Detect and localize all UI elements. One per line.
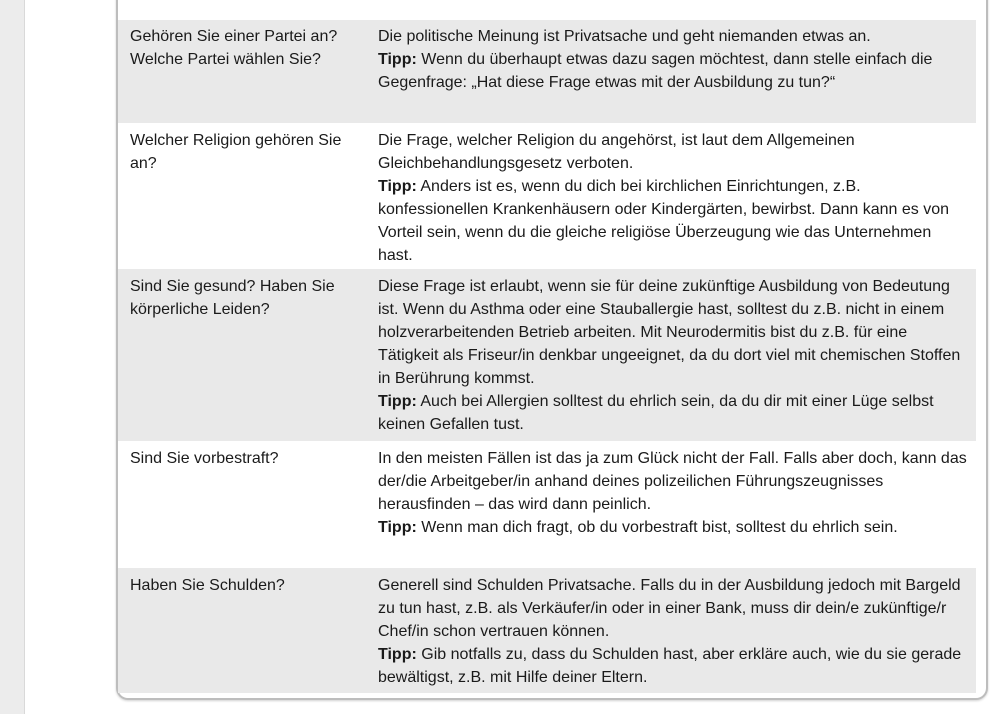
tip-text: Wenn du überhaupt etwas dazu sagen möchtest, dann stelle einfach die Gegenfrage: „Hat diese Frage etwas mit der Ausbildung zu tun?“ [378,51,933,91]
question-cell: Sind Sie vorbestraft? [130,450,279,467]
answer-text: In den meisten Fällen ist das ja zum Glück nicht der Fall. Falls aber doch, kann das der/die Arbeitgeber/in anhand deines polizeilichen Führungszeugnisses herausfinden – das wird dann peinlich. [378,450,967,513]
tip-paragraph [378,516,968,539]
tip-label: Tipp: [378,178,417,195]
table-row [118,568,976,693]
answer-cell [378,129,968,267]
question-cell: Haben Sie Schulden? [130,577,285,594]
question-cell: Sind Sie gesund? Haben Sie körperliche Leiden? [130,278,335,318]
qa-table-box [116,0,988,700]
answer-text: Diese Frage ist erlaubt, wenn sie für deine zukünftige Ausbildung von Bedeutung ist. Wenn du Asthma oder eine Stauballergie hast, solltest du z.B. nicht in einem holzverarbeitenden Betrieb arbeiten. Mit Neurodermitis bist du z.B. für eine Tätigkeit als Friseur/in denkbar ungeeignet, da du dort viel mit chemischen Stoffen in Berührung kommst. [378,278,961,387]
answer-text: Generell sind Schulden Privatsache. Falls du in der Ausbildung jedoch mit Bargeld zu tun hast, z.B. als Verkäufer/in oder in einer Bank, muss dir dein/e zukünftige/r Chef/in schon vertrauen können. [378,577,961,640]
answer-cell [378,25,968,94]
table-row [118,441,976,568]
tip-text: Gib notfalls zu, dass du Schulden hast, aber erkläre auch, wie du sie gerade bewältigst, z.B. mit Hilfe deiner Eltern. [378,646,962,686]
document-page [24,0,1000,714]
tip-paragraph [378,390,968,436]
tip-label: Tipp: [378,51,417,68]
answer-text: Die politische Meinung ist Privatsache und geht niemanden etwas an. [378,28,871,45]
table-row [118,269,976,441]
tip-text: Wenn man dich fragt, ob du vorbestraft bist, solltest du ehrlich sein. [421,519,898,536]
answer-cell [378,275,968,436]
tip-paragraph [378,643,968,689]
question-cell: Gehören Sie einer Partei an? Welche Partei wählen Sie? [130,28,338,68]
answer-cell [378,574,968,689]
page-left-rule [24,0,25,714]
answer-text: Die Frage, welcher Religion du angehörst, ist laut dem Allgemeinen Gleichbehandlungsgesetz verboten. [378,132,855,172]
question-cell: Welcher Religion gehören Sie an? [130,132,342,172]
table-row [118,20,976,123]
tip-text: Auch bei Allergien solltest du ehrlich sein, da du dir mit einer Lüge selbst keinen Gefallen tust. [378,393,934,433]
tip-label: Tipp: [378,393,417,410]
tip-paragraph [378,175,968,267]
tip-text: Anders ist es, wenn du dich bei kirchlichen Einrichtungen, z.B. konfessionellen Krankenhäusern oder Kindergärten, bewirbst. Dann kann es von Vorteil sein, wenn du die gleiche religiöse Überzeugung wie das Unternehmen hast. [378,178,950,264]
tip-label: Tipp: [378,519,417,536]
answer-cell [378,447,968,539]
table-row [118,123,976,269]
tip-label: Tipp: [378,646,417,663]
tip-paragraph [378,48,968,94]
